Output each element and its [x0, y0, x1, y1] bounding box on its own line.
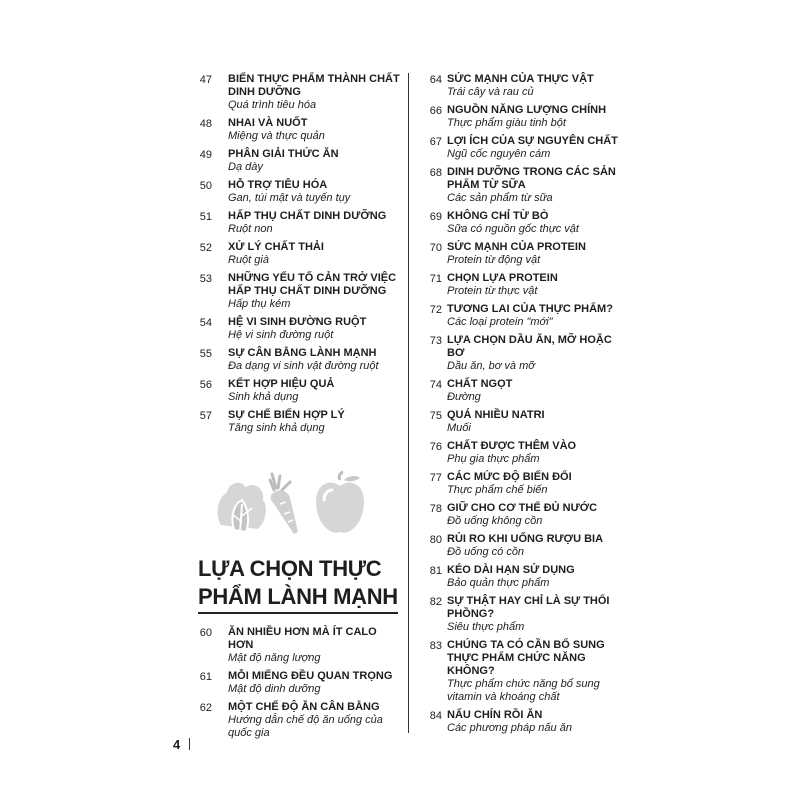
toc-entry-title: PHÂN GIẢI THỨC ĂN — [228, 148, 339, 160]
toc-entry-subtitle: Phụ gia thực phẩm — [447, 453, 540, 465]
column-divider — [408, 73, 409, 733]
toc-page-number: 47 — [199, 74, 212, 86]
toc-page-number: 69 — [429, 211, 442, 223]
toc-entry-title: LỰA CHỌN DẦU ĂN, MỠ HOẶC BƠ — [447, 334, 612, 359]
toc-entry-title: LỢI ÍCH CỦA SỰ NGUYÊN CHẤT — [447, 135, 618, 147]
toc-entry-title: TƯƠNG LAI CỦA THỰC PHẨM? — [447, 303, 613, 315]
toc-entry-subtitle: Trái cây và rau củ — [447, 86, 534, 98]
toc-entry — [410, 303, 620, 329]
toc-entry-title: ĂN NHIỀU HƠN MÀ ÍT CALO HƠN — [228, 626, 377, 651]
toc-entry-title: SỰ THẬT HAY CHỈ LÀ SỰ THỔI PHỒNG? — [447, 595, 610, 620]
toc-entry-subtitle: Các loại protein "mới" — [447, 316, 553, 328]
toc-entry-subtitle: Đồ uống không cồn — [447, 515, 543, 527]
toc-entry-subtitle: Siêu thực phẩm — [447, 621, 525, 633]
toc-entry-title: NHỮNG YẾU TỐ CẢN TRỞ VIỆC HẤP THỤ CHẤT DINH DƯỠNG — [228, 272, 397, 297]
toc-entry-title: GIỮ CHO CƠ THỂ ĐỦ NƯỚC — [447, 502, 598, 514]
toc-page-number: 57 — [199, 410, 212, 422]
toc-page-number: 81 — [429, 565, 442, 577]
toc-entry-subtitle: Tăng sinh khả dụng — [228, 422, 325, 434]
toc-entry-title: KẾT HỢP HIỆU QUẢ — [228, 378, 335, 390]
toc-entry-title: SỰ CÂN BẰNG LÀNH MẠNH — [228, 347, 377, 359]
toc-page-number: 73 — [429, 335, 442, 347]
toc-entry-title: SỰ CHẾ BIẾN HỢP LÝ — [228, 409, 345, 421]
toc-page-number: 82 — [429, 596, 442, 608]
toc-entry — [190, 73, 400, 112]
toc-page-number: 72 — [429, 304, 442, 316]
toc-entry-subtitle: Mật độ dinh dưỡng — [228, 683, 321, 695]
toc-entry-title: XỬ LÝ CHẤT THẢI — [228, 241, 324, 253]
toc-entry — [410, 471, 620, 497]
toc-page-number: 48 — [199, 118, 212, 130]
section-entries — [190, 626, 400, 745]
toc-entry — [410, 533, 620, 559]
toc-page-number: 75 — [429, 410, 442, 422]
toc-entry — [190, 272, 400, 311]
toc-entry-subtitle: Protein từ thực vật — [447, 285, 538, 297]
toc-entry-subtitle: Sinh khả dụng — [228, 391, 299, 403]
toc-page-number: 84 — [429, 710, 442, 722]
toc-page-number: 56 — [199, 379, 212, 391]
toc-page-number: 80 — [429, 534, 442, 546]
toc-entry — [190, 347, 400, 373]
toc-entry — [410, 502, 620, 528]
toc-page-number: 77 — [429, 472, 442, 484]
food-illustration — [212, 470, 372, 540]
toc-page-number: 67 — [429, 136, 442, 148]
section-heading: LỰA CHỌN THỰC PHẨM LÀNH MẠNH — [198, 556, 398, 609]
toc-entry-subtitle: Đồ uống có cồn — [447, 546, 525, 558]
toc-entry-title: NHAI VÀ NUỐT — [228, 117, 308, 129]
toc-page-number: 66 — [429, 105, 442, 117]
toc-entry — [410, 104, 620, 130]
toc-page-number: 50 — [199, 180, 212, 192]
toc-entry-subtitle: Thực phẩm chức năng bổ sung vitamin và khoáng chất — [447, 678, 600, 703]
toc-entry-subtitle: Hệ vi sinh đường ruột — [228, 329, 334, 341]
toc-entry-subtitle: Ruột già — [228, 254, 269, 266]
toc-page-number: 78 — [429, 503, 442, 515]
toc-entry — [190, 179, 400, 205]
toc-right-column — [410, 73, 620, 740]
toc-entry — [410, 440, 620, 466]
toc-entry — [190, 378, 400, 404]
page-number-bar — [189, 738, 190, 750]
toc-entry-title: DINH DƯỠNG TRONG CÁC SẢN PHẨM TỪ SỮA — [447, 166, 616, 191]
toc-page-number: 51 — [199, 211, 212, 223]
toc-entry-subtitle: Đa dạng vi sinh vật đường ruột — [228, 360, 379, 372]
toc-entry — [410, 272, 620, 298]
toc-entry-title: SỨC MẠNH CỦA PROTEIN — [447, 241, 586, 253]
toc-page-number: 71 — [429, 273, 442, 285]
toc-entry — [410, 595, 620, 634]
toc-entry-subtitle: Quá trình tiêu hóa — [228, 99, 317, 111]
toc-entry — [410, 639, 620, 704]
toc-page-number: 60 — [199, 627, 212, 639]
toc-entry-subtitle: Dạ dày — [228, 161, 263, 173]
toc-page-number: 68 — [429, 167, 442, 179]
toc-page-number: 55 — [199, 348, 212, 360]
toc-entry-title: CHỌN LỰA PROTEIN — [447, 272, 558, 284]
toc-entry — [410, 378, 620, 404]
toc-entry — [410, 564, 620, 590]
toc-entry — [410, 166, 620, 205]
toc-entry-title: NGUỒN NĂNG LƯỢNG CHÍNH — [447, 104, 607, 116]
toc-entry-title: CHẤT ĐƯỢC THÊM VÀO — [447, 440, 577, 452]
toc-entry-title: QUÁ NHIỀU NATRI — [447, 409, 545, 421]
toc-entry-subtitle: Muối — [447, 422, 471, 434]
toc-entry-title: CÁC MỨC ĐỘ BIẾN ĐỔI — [447, 471, 572, 483]
toc-entry-title: MỖI MIẾNG ĐỀU QUAN TRỌNG — [228, 670, 393, 682]
toc-page-number: 49 — [199, 149, 212, 161]
toc-entry-title: KÉO DÀI HẠN SỬ DỤNG — [447, 564, 575, 576]
toc-entry — [190, 241, 400, 267]
toc-page-number: 70 — [429, 242, 442, 254]
toc-left-column — [190, 73, 400, 440]
toc-entry — [190, 117, 400, 143]
toc-page-number: 74 — [429, 379, 442, 391]
toc-entry — [190, 670, 400, 696]
toc-page-number: 54 — [199, 317, 212, 329]
toc-entry-title: RỦI RO KHI UỐNG RƯỢU BIA — [447, 533, 604, 545]
toc-entry-subtitle: Ruột non — [228, 223, 273, 235]
toc-entry-title: HỆ VI SINH ĐƯỜNG RUỘT — [228, 316, 367, 328]
toc-entry — [410, 709, 620, 735]
toc-entry-subtitle: Gan, túi mật và tuyến tụy — [228, 192, 351, 204]
toc-entry-subtitle: Đường — [447, 391, 481, 403]
apple-icon — [316, 472, 364, 533]
toc-entry-subtitle: Thực phẩm giàu tinh bột — [447, 117, 566, 129]
toc-entry-title: SỨC MẠNH CỦA THỰC VẬT — [447, 73, 594, 85]
toc-entry — [410, 241, 620, 267]
toc-entry-subtitle: Mật độ năng lượng — [228, 652, 321, 664]
toc-entry-title: MỘT CHẾ ĐỘ ĂN CÂN BẰNG — [228, 701, 380, 713]
toc-entry — [190, 701, 400, 740]
toc-entry — [410, 73, 620, 99]
section-heading-rule — [198, 612, 398, 614]
toc-page-number: 83 — [429, 640, 442, 652]
toc-entry-subtitle: Protein từ động vật — [447, 254, 541, 266]
toc-entry — [190, 626, 400, 665]
toc-entry-subtitle: Thực phẩm chế biến — [447, 484, 548, 496]
toc-page-number: 52 — [199, 242, 212, 254]
toc-entry-subtitle: Các sản phẩm từ sữa — [447, 192, 553, 204]
toc-page-number: 62 — [199, 702, 212, 714]
carrot-icon — [270, 474, 298, 534]
toc-entry-title: KHÔNG CHỈ TỪ BÒ — [447, 210, 549, 222]
toc-entry-title: CHÚNG TA CÓ CẦN BỔ SUNG THỰC PHẨM CHỨC NĂNG KHÔNG? — [447, 639, 605, 677]
lettuce-icon — [217, 482, 267, 532]
toc-page-number: 76 — [429, 441, 442, 453]
toc-page-number: 53 — [199, 273, 212, 285]
toc-entry-subtitle: Các phương pháp nấu ăn — [447, 722, 572, 734]
toc-entry-title: NẤU CHÍN RỒI ĂN — [447, 709, 543, 721]
toc-entry-subtitle: Bảo quản thực phẩm — [447, 577, 550, 589]
toc-entry-title: CHẤT NGỌT — [447, 378, 513, 390]
toc-entry-subtitle: Dầu ăn, bơ và mỡ — [447, 360, 535, 372]
toc-entry-subtitle: Miệng và thực quản — [228, 130, 325, 142]
toc-entry-title: HỖ TRỢ TIÊU HÓA — [228, 179, 328, 191]
toc-entry-title: BIẾN THỰC PHẨM THÀNH CHẤT DINH DƯỠNG — [228, 73, 400, 98]
toc-entry-subtitle: Hấp thụ kém — [228, 298, 291, 310]
toc-entry-subtitle: Sữa có nguồn gốc thực vật — [447, 223, 579, 235]
toc-entry — [190, 210, 400, 236]
toc-entry-subtitle: Ngũ cốc nguyên cám — [447, 148, 551, 160]
toc-entry — [410, 409, 620, 435]
toc-page-number: 64 — [429, 74, 442, 86]
toc-entry-title: HẤP THỤ CHẤT DINH DƯỠNG — [228, 210, 387, 222]
toc-entry — [190, 409, 400, 435]
toc-entry — [410, 135, 620, 161]
toc-entry — [190, 148, 400, 174]
toc-entry — [190, 316, 400, 342]
toc-entry — [410, 210, 620, 236]
toc-page-number: 61 — [199, 671, 212, 683]
toc-entry-subtitle: Hướng dẫn chế độ ăn uống của quốc gia — [228, 714, 383, 739]
page-number: 4 — [173, 737, 181, 752]
toc-entry — [410, 334, 620, 373]
